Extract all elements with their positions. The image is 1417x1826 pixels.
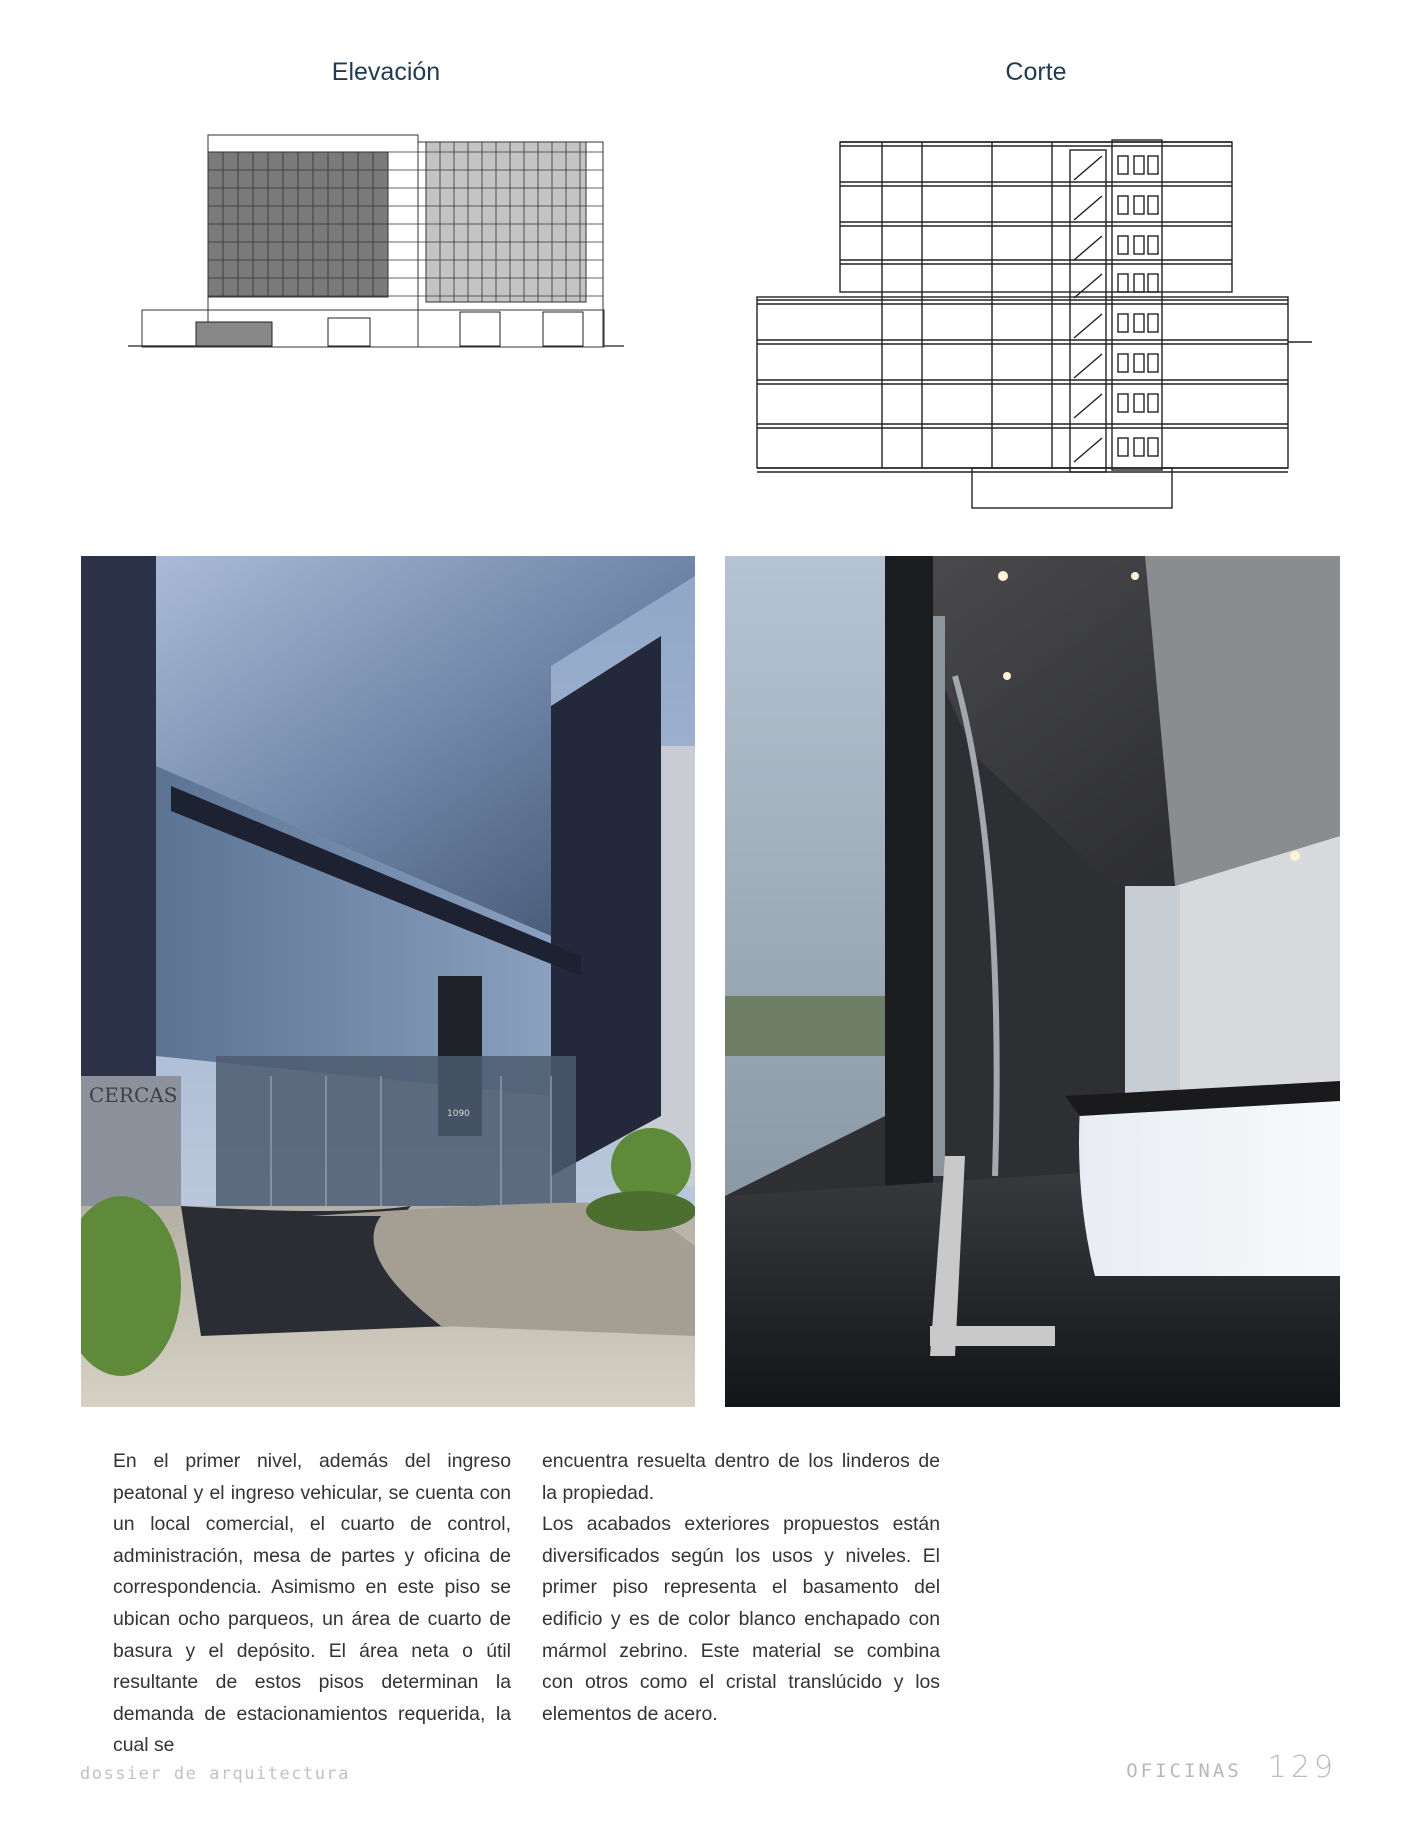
body-text-column-2 — [542, 1446, 940, 1730]
section-title: Corte — [1005, 58, 1067, 86]
page-footer — [1126, 1750, 1337, 1785]
building-sign: CERCAS — [89, 1083, 178, 1107]
elevation-title: Elevación — [331, 58, 441, 86]
body-text-column-1 — [113, 1446, 511, 1762]
section-name: OFICINAS — [1126, 1760, 1242, 1782]
paragraph: En el primer nivel, además del ingreso peatonal y el ingreso vehicular, se cuenta con un local comercial, el cuarto de control, administración, mesa de partes y oficina de correspondencia. Asimismo en este piso se ubican ocho parqueos, un área de cuarto de basura y el depósito. El área neta o útil resultante de estos pisos determinan la demanda de estacionamientos requerida, la cual se — [113, 1450, 511, 1757]
page-number: 129 — [1267, 1750, 1337, 1785]
exterior-photo — [81, 556, 695, 1407]
interior-lobby-photo — [725, 556, 1340, 1407]
publication-name: dossier de arquitectura — [80, 1764, 350, 1784]
paragraph: encuentra resuelta dentro de los linderos de la propiedad. — [542, 1450, 940, 1504]
street-number: 1090 — [447, 1109, 470, 1119]
section-drawing — [752, 132, 1322, 517]
paragraph: Los acabados exteriores propuestos están diversificados según los usos y niveles. El primer piso representa el basamento del edificio y es de color blanco enchapado con mármol zebrino. Este material se combina con otros como el cristal translúcido y los elementos de acero. — [542, 1513, 940, 1725]
elevation-drawing — [128, 130, 624, 360]
